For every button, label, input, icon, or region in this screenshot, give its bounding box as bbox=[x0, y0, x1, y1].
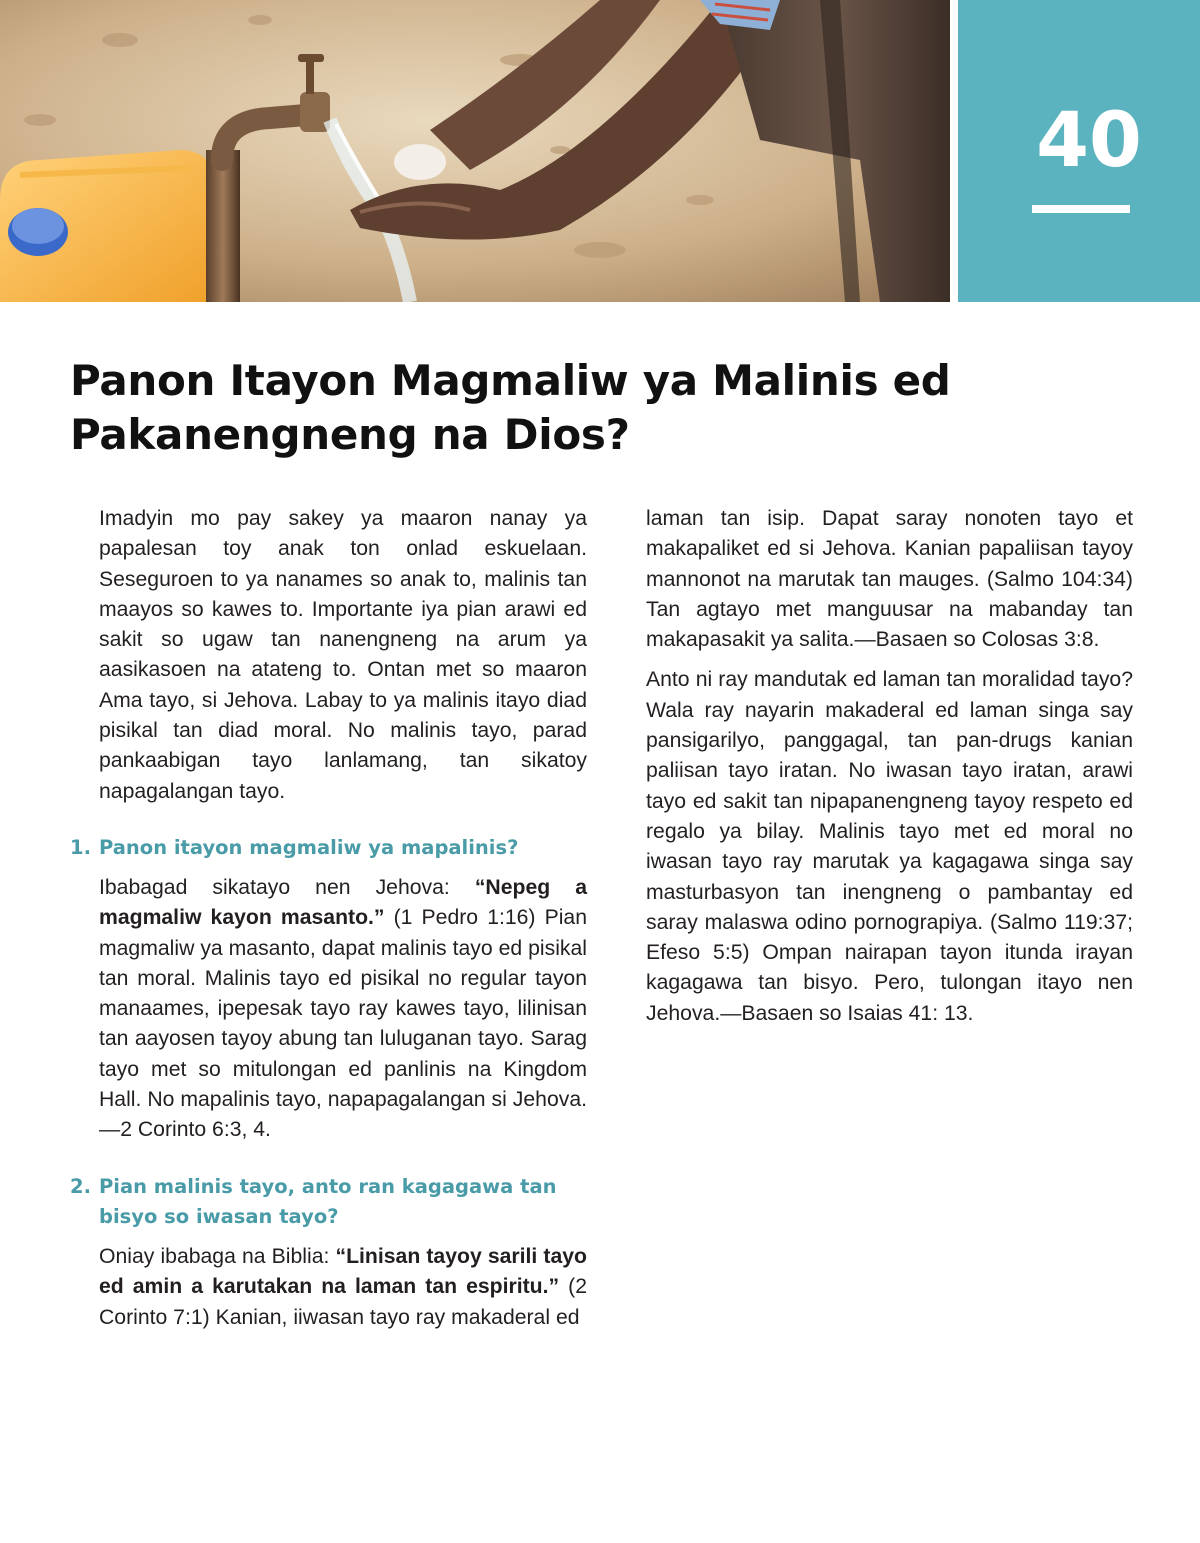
answer-1-body: (1 Pedro 1:16) Pian magmaliw ya masanto, dapat malinis tayo ed pisikal tan moral. Malinis tayo ed pisikal no regular tayon manaames, ipepesak tayo ray kawes tayo, lilinisan tan aayosen tayoy abung tan luluganan tayo. Sarag tayo met so mitulongan ed panlinis na Kingdom Hall. No mapalinis tayo, napapagalangan si Jehova.—2 Corinto 6:3, 4. bbox=[99, 906, 587, 1142]
header-photo bbox=[0, 0, 950, 302]
lesson-number-box bbox=[958, 0, 1200, 302]
lesson-number-underline bbox=[1032, 205, 1130, 213]
question-1-answer bbox=[70, 873, 587, 1146]
hands-washing-illustration bbox=[0, 0, 950, 302]
answer-1-intro: Ibabagad sikatayo nen Jehova: bbox=[99, 875, 475, 899]
question-2-answer-continued bbox=[646, 504, 1133, 655]
answer-2-quote-left: “Linisan tayoy sarili tayo ed amin a karutakan na laman tan espiritu.” bbox=[99, 1245, 587, 1299]
intro-paragraph: Imadyin mo pay sakey ya maaron nanay ya papalesan toy anak ton onlad eskuelaan. Seseguroen to ya nanames so anak to, malinis tan maayos so kawes to. Importante iya pian arawi ed sakit so ugaw tan nanengneng na arum ya aasikasoen na atateng to. Ontan met so maaron Ama tayo, si Jehova. Labay to ya malinis itayo diad pisikal tan diad moral. No malinis tayo, parad pankaabigan tayo lanlamang, tan sikatoy napagalangan tayo. bbox=[99, 507, 587, 803]
question-1-number: 1. bbox=[70, 835, 91, 859]
question-1-heading bbox=[70, 833, 587, 863]
answer-1-quote: “Nepeg a magmaliw kayon masanto.” bbox=[99, 875, 587, 930]
answer-2-left-part bbox=[70, 1242, 587, 1343]
answer-2-body-right: laman tan isip. Dapat saray nonoten tayo et makapaliket ed si Jehova. Kanian papaliisan tayoy mannonot na marutak tan mauges. (Salmo 104:34) Tan agtayo met manguusar na mabanday tan makapasakit ya salita.—Basaen so Colosas 3:8. bbox=[646, 507, 1133, 652]
page-title: Panon Itayon Magmaliw ya Malinis ed Pakanengneng na Dios? bbox=[70, 356, 951, 459]
question-2-text: Pian malinis tayo, anto ran kagagawa tan bisyo so iwasan tayo? bbox=[99, 1174, 557, 1228]
question-2-heading bbox=[70, 1172, 587, 1232]
answer-2-intro-left: Oniay ibabaga na Biblia: bbox=[99, 1245, 336, 1268]
left-column bbox=[70, 504, 587, 1242]
question-1-text: Panon itayon magmaliw ya mapalinis? bbox=[99, 835, 519, 859]
right-column bbox=[646, 504, 1133, 1039]
question-2-number: 2. bbox=[70, 1174, 91, 1198]
question-2-answer-paragraph-1 bbox=[70, 1242, 587, 1333]
lesson-number: 40 bbox=[1036, 95, 1142, 184]
answer-2-body-left: (2 Corinto 7:1) Kanian, iiwasan tayo ray makaderal ed bbox=[99, 1275, 587, 1329]
question-2-answer-paragraph-2: Anto ni ray mandutak ed laman tan moralidad tayo? Wala ray nayarin makaderal ed laman singa say pansigarilyo, panggagal, tan pan-drugs kanian paliisan tayo iratan. No iwasan tayo iratan, arawi tayo ed sakit tan nipapanengneng tayoy respeto ed regalo ya bilay. Malinis tayo met ed moral no iwasan tayo ray marutak ya kagagawa singa say masturbasyon tan inengneng o pambantay ed saray malaswa odino pornograpiya. (Salmo 119:37; Efeso 5:5) Ompan nairapan tayon itunda irayan kagagawa tan bisyo. Pero, tulongan itayo nen Jehova.—Basaen so Isaias 41: 13. bbox=[646, 668, 1133, 1025]
